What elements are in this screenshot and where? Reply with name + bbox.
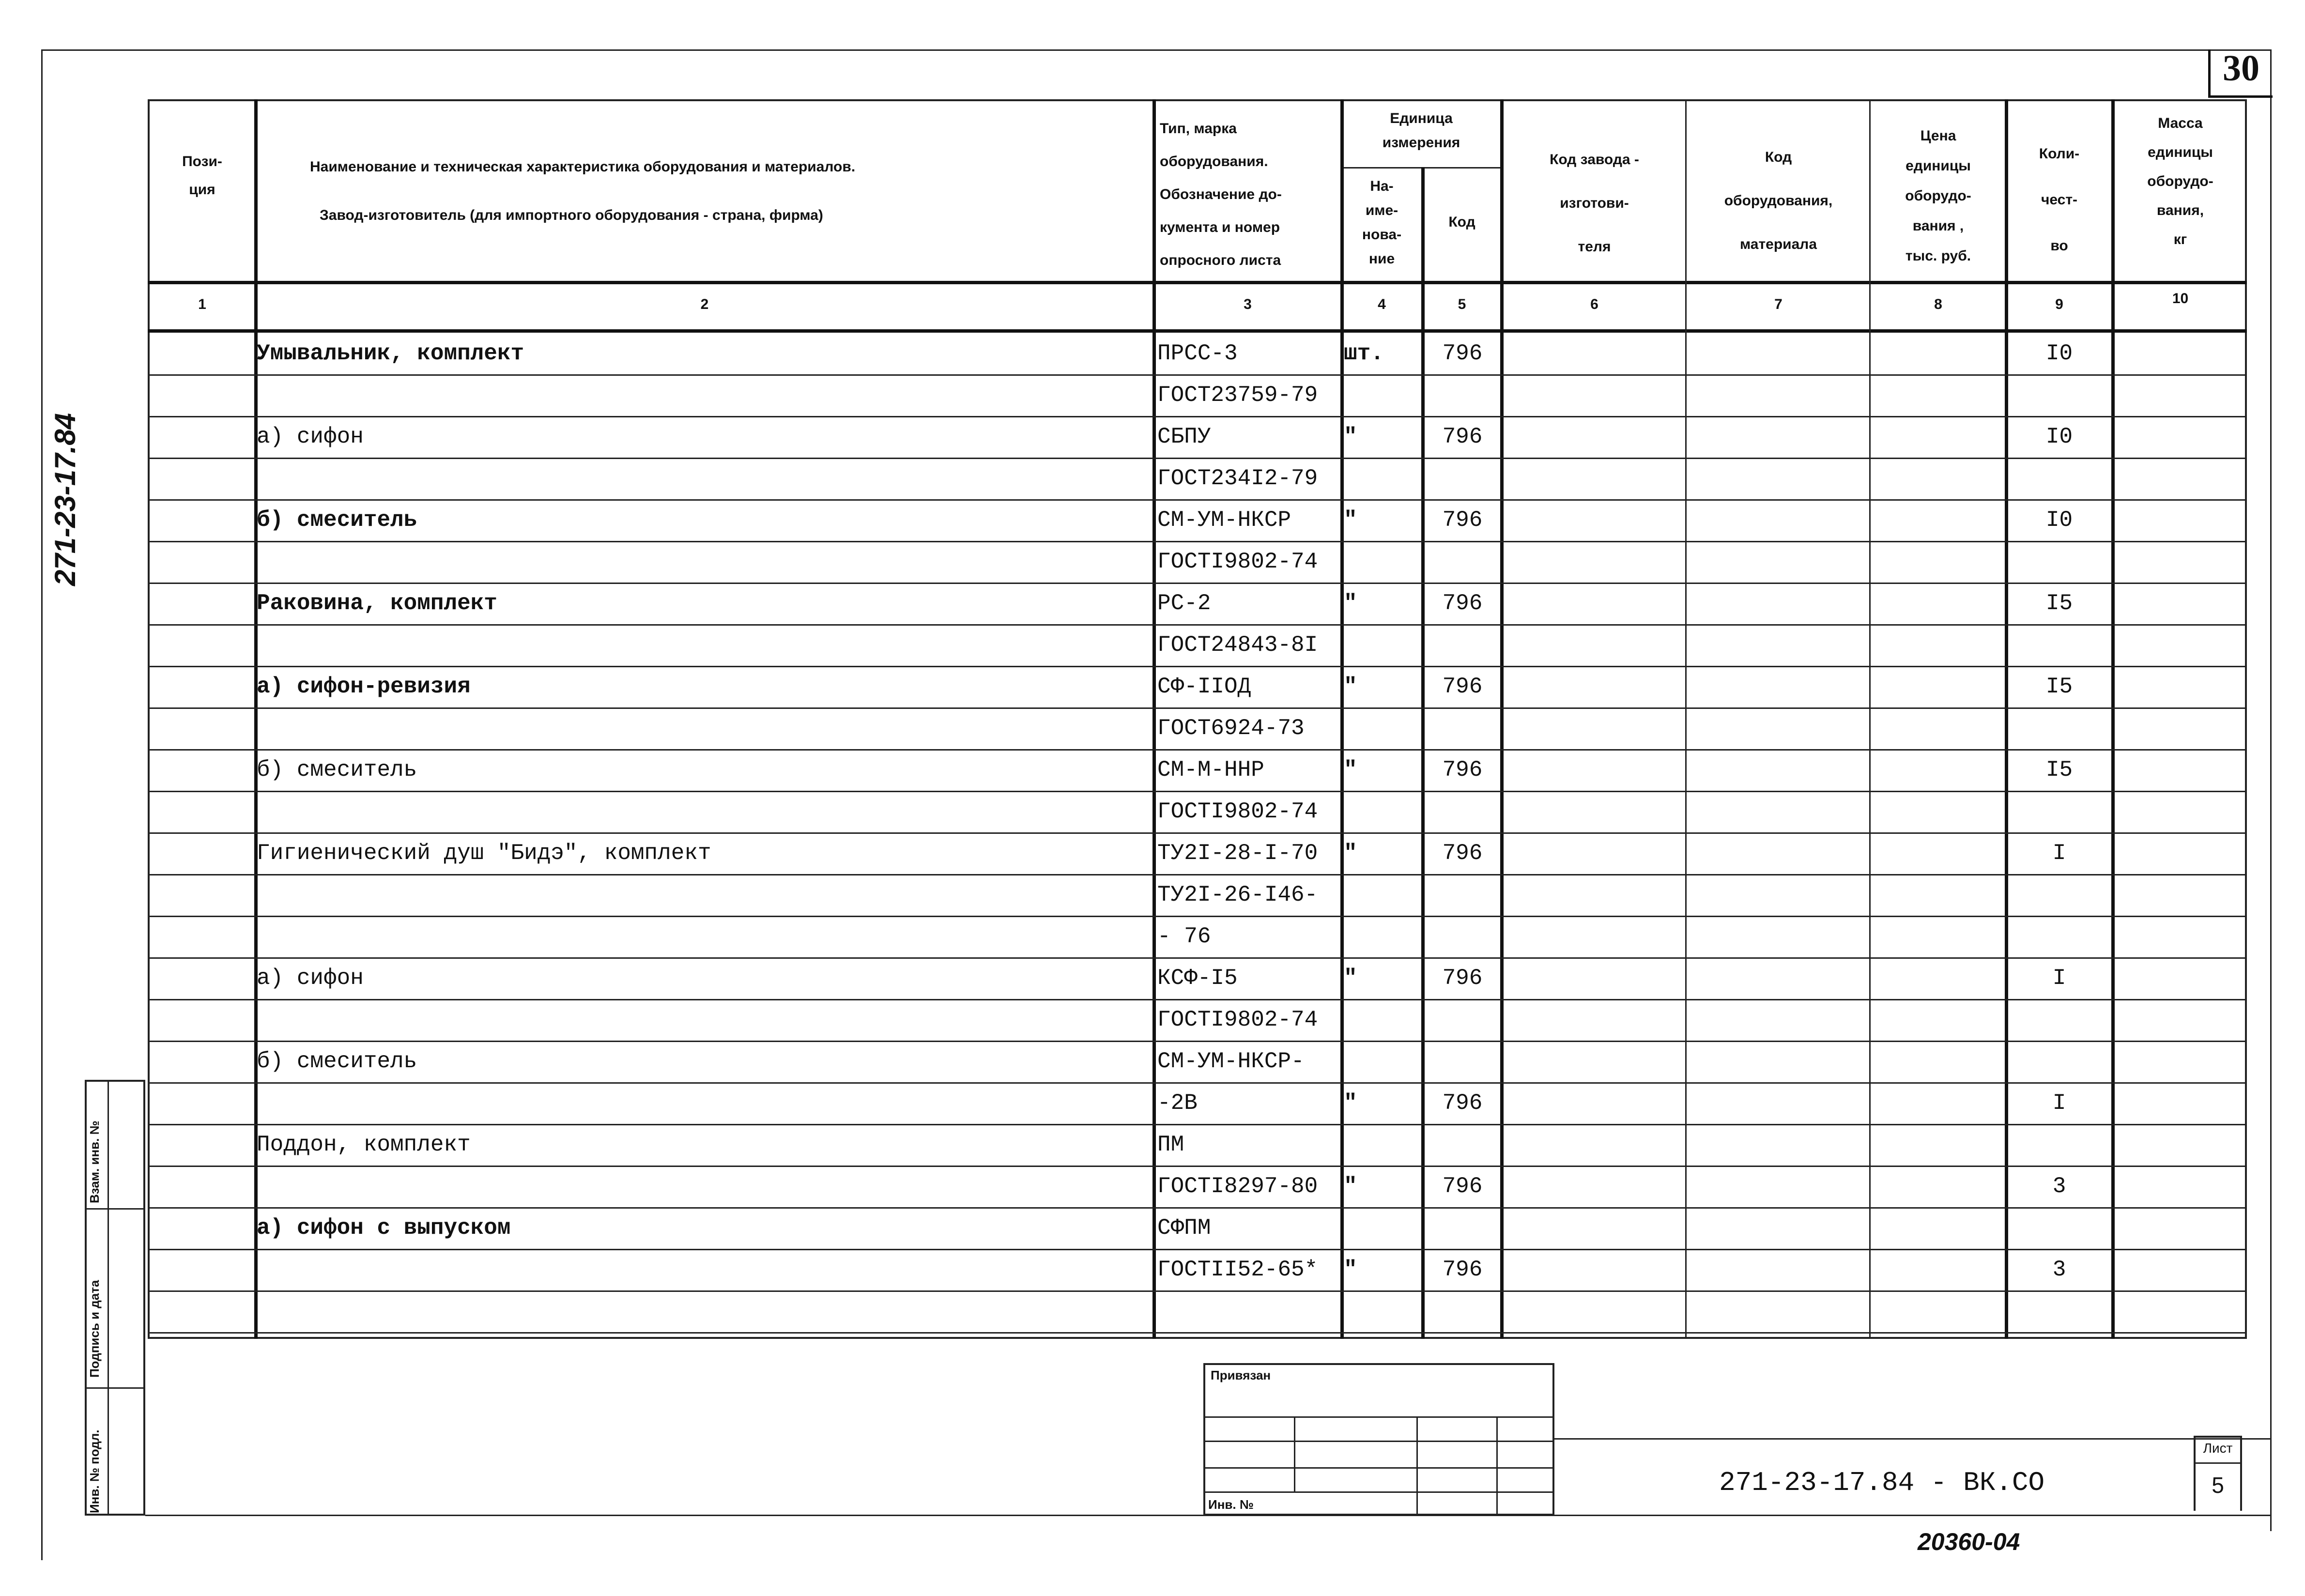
table-row-line <box>148 1249 2247 1250</box>
table-row-line <box>148 874 2247 875</box>
privyazan-label: Привязан <box>1211 1368 1271 1382</box>
row-unit: " <box>1344 757 1357 783</box>
bottom-code: 20360-04 <box>1918 1528 2020 1555</box>
header-factory-code: Код завода - изготови- теля <box>1550 152 1639 255</box>
header-position: Пози- ция <box>182 153 222 198</box>
col-line-3 <box>1340 99 1344 1339</box>
row-qty: I5 <box>2045 674 2073 699</box>
row-type: -2В <box>1157 1090 1198 1116</box>
privyazan-row-2 <box>1203 1441 1554 1442</box>
table-row-line <box>148 1041 2247 1042</box>
sheet-label: Лист <box>2203 1441 2233 1456</box>
colnum-6: 6 <box>1590 296 1598 312</box>
row-name: Умывальник, комплект <box>257 341 524 366</box>
sheet-number: 5 <box>2212 1473 2224 1498</box>
side-stamp-row-2 <box>85 1387 145 1389</box>
table-row-line <box>148 624 2247 626</box>
row-qty: I5 <box>2045 757 2073 783</box>
header-mass: Масса единицы оборудо- вания, кг <box>2147 115 2213 247</box>
privyazan-col-3 <box>1496 1416 1498 1516</box>
row-qty: I0 <box>2045 507 2073 533</box>
row-qty: I <box>2052 841 2066 866</box>
frame-top-line <box>41 49 2271 51</box>
header-bottom-line <box>148 281 2247 284</box>
privyazan-col-1 <box>1294 1416 1295 1491</box>
row-type: ГОСТI9802-74 <box>1157 1007 1318 1032</box>
colnum-1: 1 <box>198 296 206 312</box>
row-unit: " <box>1344 591 1357 616</box>
table-row-line <box>148 374 2247 376</box>
header-unit-group: Единица измерения <box>1382 110 1460 151</box>
privyazan-col-2 <box>1416 1416 1418 1516</box>
stamp-label-signature: Подпись и дата <box>87 1280 102 1378</box>
colnum-2: 2 <box>700 296 709 312</box>
stamp-label-inventory: Инв. № подл. <box>87 1429 102 1513</box>
row-type: ГОСТI9802-74 <box>1157 549 1318 574</box>
row-qty: I0 <box>2045 424 2073 449</box>
row-type: СБПУ <box>1157 424 1211 449</box>
row-code: 796 <box>1442 591 1483 616</box>
header-unit-code: Код <box>1448 214 1475 230</box>
table-row-line <box>148 583 2247 584</box>
side-stamp-row-1 <box>85 1208 145 1210</box>
table-row-line <box>148 749 2247 751</box>
row-code: 796 <box>1442 1257 1483 1282</box>
document-code: 271-23-17.84 - ВК.СО <box>1719 1467 2045 1498</box>
privyazan-row-4 <box>1203 1491 1554 1493</box>
doc-code-top-line <box>1554 1438 2270 1440</box>
row-type: СМ-УМ-НКСР- <box>1157 1049 1305 1074</box>
row-name: б) смеситель <box>257 1049 417 1074</box>
row-code: 796 <box>1442 424 1483 449</box>
row-qty: 3 <box>2052 1257 2066 1282</box>
page-number: 30 <box>2223 48 2259 89</box>
row-type: ГОСТ6924-73 <box>1157 716 1305 741</box>
row-type: РС-2 <box>1157 591 1211 616</box>
row-qty: I <box>2052 966 2066 991</box>
colnum-10: 10 <box>2172 291 2189 307</box>
header-quantity: Коли- чест- во <box>2039 146 2080 254</box>
row-name: а) сифон с выпуском <box>257 1215 511 1241</box>
row-qty: I <box>2052 1090 2066 1116</box>
row-name: а) сифон-ревизия <box>257 674 471 699</box>
table-row-line <box>148 832 2247 834</box>
frame-right-line <box>2270 49 2272 1531</box>
table-row-line <box>148 666 2247 667</box>
row-unit: шт. <box>1344 341 1384 366</box>
row-unit: " <box>1344 841 1357 866</box>
row-unit: " <box>1344 1090 1357 1116</box>
table-row-line <box>148 1166 2247 1167</box>
colnum-bottom-line <box>148 329 2247 333</box>
stamp-label-replace: Взам. инв. № <box>87 1120 102 1203</box>
inv-no-label: Инв. № <box>1208 1497 1254 1512</box>
row-qty: I0 <box>2045 341 2073 366</box>
table-row-line <box>148 1082 2247 1084</box>
table-row-line <box>148 999 2247 1000</box>
row-type: ТУ2I-28-I-70 <box>1157 841 1318 866</box>
table-row-line <box>148 1124 2247 1125</box>
row-name: а) сифон <box>257 966 364 991</box>
table-row-line <box>148 458 2247 459</box>
table-row-line <box>148 1332 2247 1334</box>
row-qty: 3 <box>2052 1174 2066 1199</box>
col-line-7 <box>1869 99 1871 1339</box>
row-name: б) смеситель <box>257 757 417 783</box>
table-row-line <box>148 791 2247 792</box>
row-type: КСФ-I5 <box>1157 966 1238 991</box>
table-row-line <box>148 916 2247 917</box>
left-document-code: 271-23-17.84 <box>49 413 81 586</box>
table-row-line <box>148 957 2247 959</box>
row-type: ПРСС-3 <box>1157 341 1238 366</box>
header-name: Наименование и техническая характеристика оборудования и материалов. Завод-изготовитель (для импортного оборудования - страна, фирма) <box>310 159 856 223</box>
row-code: 796 <box>1442 341 1483 366</box>
sheet-box-divider <box>2194 1462 2242 1464</box>
col-line-4 <box>1421 167 1425 1339</box>
row-code: 796 <box>1442 1174 1483 1199</box>
row-type: ТУ2I-26-I46- <box>1157 882 1318 907</box>
frame-left-line <box>41 49 43 1560</box>
table-row-line <box>148 1290 2247 1292</box>
row-name: Гигиенический душ "Бидэ", комплект <box>257 841 711 866</box>
table-row-line <box>148 541 2247 542</box>
row-type: СФ-IIОД <box>1157 674 1251 699</box>
col-line-5 <box>1500 99 1504 1339</box>
col-line-6 <box>1685 99 1687 1339</box>
row-code: 796 <box>1442 757 1483 783</box>
row-type: ГОСТII52-65* <box>1157 1257 1318 1282</box>
colnum-3: 3 <box>1244 296 1252 312</box>
row-name: Поддон, комплект <box>257 1132 471 1157</box>
row-unit: " <box>1344 1257 1357 1282</box>
colnum-8: 8 <box>1934 296 1942 312</box>
row-unit: " <box>1344 966 1357 991</box>
row-code: 796 <box>1442 1090 1483 1116</box>
colnum-4: 4 <box>1378 296 1386 312</box>
table-row-line <box>148 416 2247 417</box>
table-row-line <box>148 1207 2247 1209</box>
row-code: 796 <box>1442 841 1483 866</box>
row-name: б) смеситель <box>257 507 417 533</box>
privyazan-row-1 <box>1203 1416 1554 1418</box>
row-type: ГОСТI9802-74 <box>1157 799 1318 824</box>
row-type: ПМ <box>1157 1132 1184 1157</box>
colnum-9: 9 <box>2055 296 2063 312</box>
row-unit: " <box>1344 674 1357 699</box>
col-line-2 <box>1152 99 1156 1339</box>
row-unit: " <box>1344 507 1357 533</box>
header-type: Тип, марка оборудования. Обозначение до- кумента и номер опросного листа <box>1160 121 1282 268</box>
row-type: - 76 <box>1157 924 1211 949</box>
table-row-line <box>148 707 2247 709</box>
row-type: ГОСТI8297-80 <box>1157 1174 1318 1199</box>
row-code: 796 <box>1442 507 1483 533</box>
row-unit: " <box>1344 424 1357 449</box>
side-stamp-divider <box>108 1080 109 1516</box>
header-equipment-code: Код оборудования, материала <box>1724 149 1833 252</box>
col-line-8 <box>2005 99 2008 1339</box>
row-type: СМ-УМ-НКСР <box>1157 507 1291 533</box>
col-line-9 <box>2111 99 2115 1339</box>
privyazan-row-3 <box>1203 1467 1554 1469</box>
row-qty: I5 <box>2045 591 2073 616</box>
header-price: Цена единицы оборудо- вания , тыс. руб. <box>1905 128 1971 264</box>
row-name: а) сифон <box>257 424 364 449</box>
colnum-7: 7 <box>1774 296 1783 312</box>
row-type: ГОСТ24843-8I <box>1157 632 1318 658</box>
row-type: СМ-М-ННР <box>1157 757 1264 783</box>
row-type: ГОСТ234I2-79 <box>1157 466 1318 491</box>
row-type: ГОСТ23759-79 <box>1157 383 1318 408</box>
row-code: 796 <box>1442 674 1483 699</box>
colnum-5: 5 <box>1458 296 1466 312</box>
row-name: Раковина, комплект <box>257 591 497 616</box>
header-unit-name: На- име- нова- ние <box>1362 178 1402 267</box>
table-row-line <box>148 499 2247 501</box>
row-type: СФПМ <box>1157 1215 1211 1241</box>
row-code: 796 <box>1442 966 1483 991</box>
row-unit: " <box>1344 1174 1357 1199</box>
